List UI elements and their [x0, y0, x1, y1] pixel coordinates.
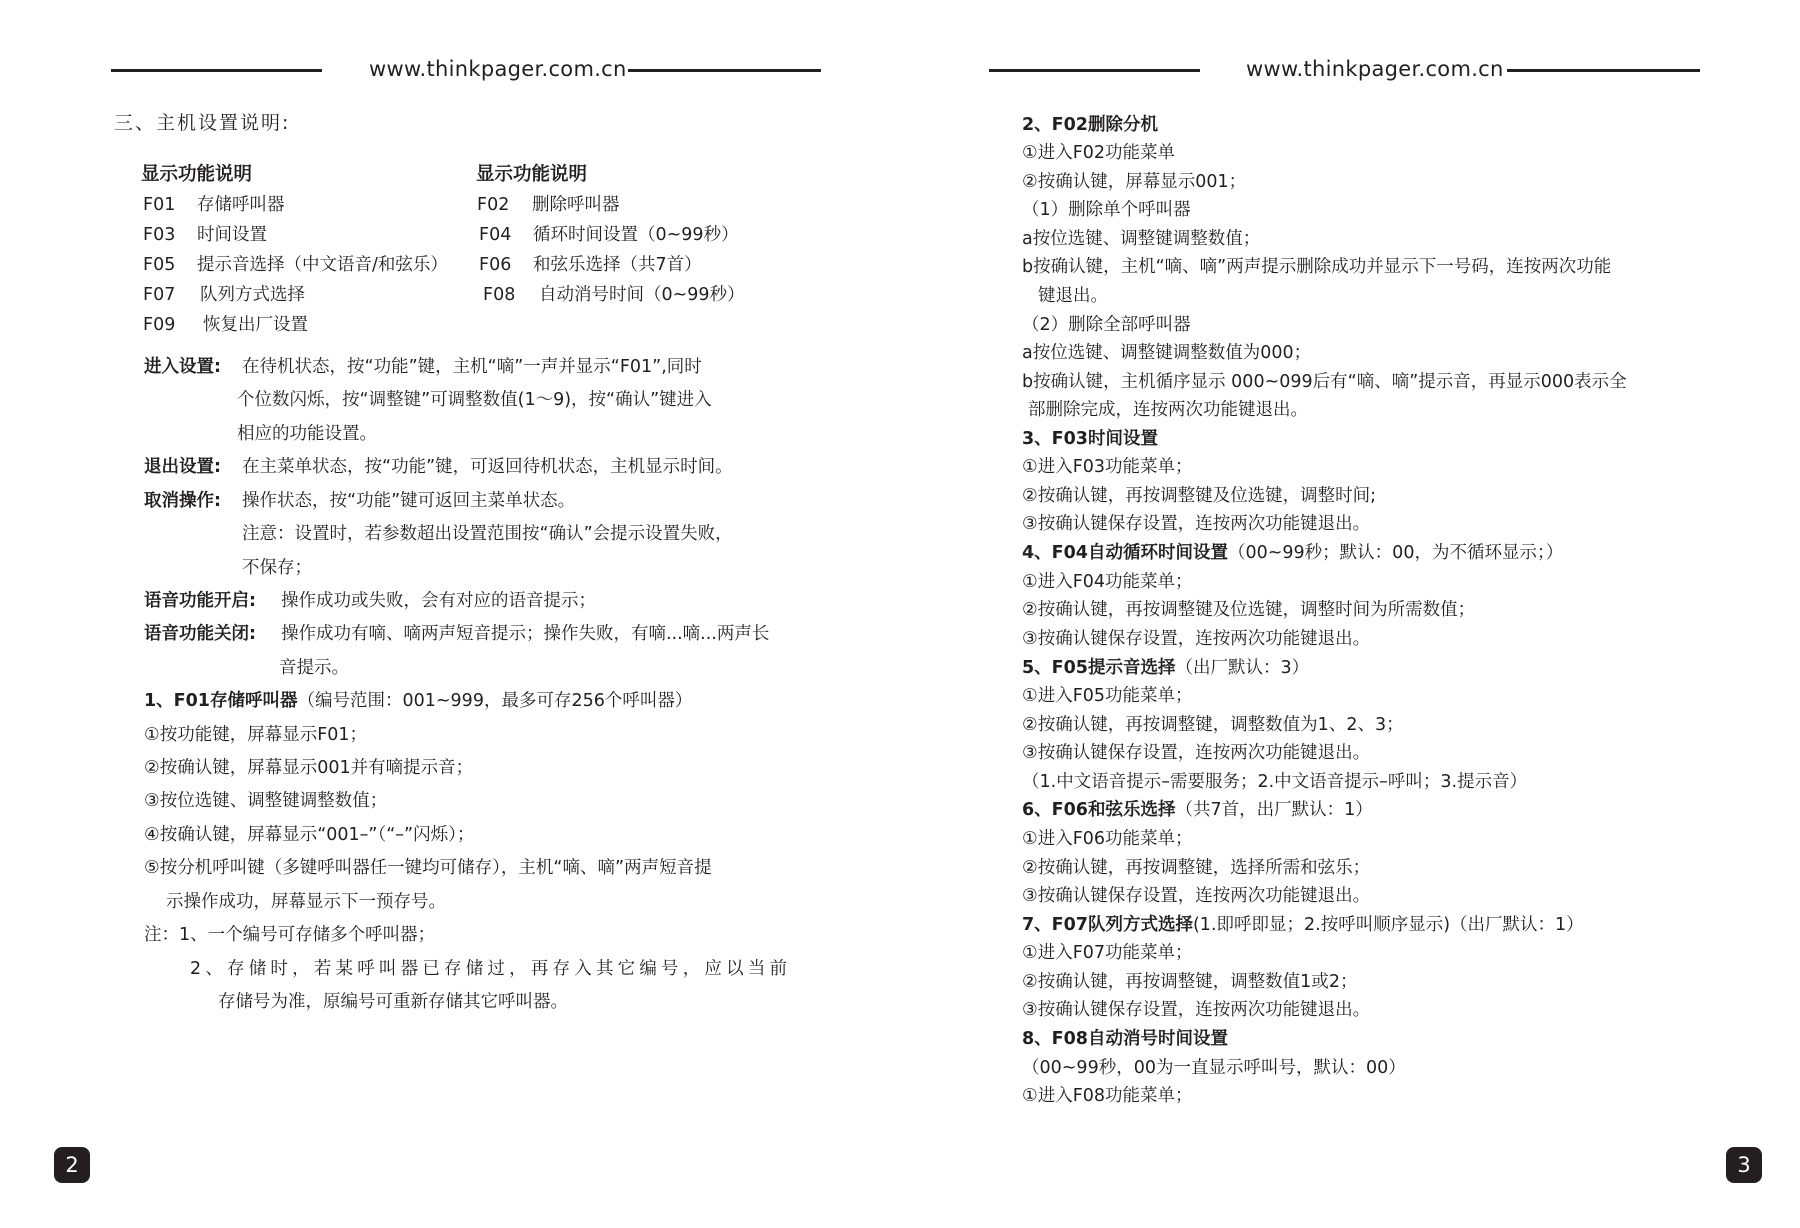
f08-line: （00~99秒，00为一直显示呼叫号，默认：00）	[1022, 1058, 1406, 1078]
header-url: www.thinkpager.com.cn	[369, 57, 627, 81]
table-code: F07	[143, 285, 176, 305]
table-desc: 队列方式选择	[200, 285, 305, 305]
f04-note: （00~99秒；默认：00，为不循环显示；）	[1227, 543, 1564, 563]
f04-line: ②按确认键，再按调整键及位选键，调整时间为所需数值；	[1022, 600, 1476, 620]
table-code: F04	[479, 225, 512, 245]
f01-step: ②按确认键，屏幕显示001并有嘀提示音；	[144, 758, 474, 778]
f07-line: ①进入F07功能菜单；	[1022, 943, 1193, 963]
header-rule-right	[1507, 69, 1700, 72]
f06-heading	[1022, 798, 1373, 822]
f02-line: a按位选键、调整键调整数值为000；	[1022, 343, 1312, 363]
table-code: F01	[143, 195, 176, 215]
voice-off-text: 音提示。	[279, 658, 349, 678]
table-code: F09	[143, 315, 176, 335]
table-desc: 存储呼叫器	[197, 195, 285, 215]
f04-line: ①进入F04功能菜单；	[1022, 572, 1193, 592]
f04-line: ③按确认键保存设置，连按两次功能键退出。	[1022, 629, 1371, 649]
f05-heading	[1022, 656, 1309, 680]
f07-title: 7、F07队列方式选择	[1022, 915, 1193, 935]
enter-settings-text: 在待机状态，按“功能”键，主机“嘀”一声并显示“F01”,同时	[242, 357, 702, 377]
enter-settings-text: 相应的功能设置。	[237, 424, 377, 444]
f01-step: ③按位选键、调整键调整数值；	[144, 791, 388, 811]
f05-line: ①进入F05功能菜单；	[1022, 686, 1193, 706]
f05-line: ③按确认键保存设置，连按两次功能键退出。	[1022, 743, 1371, 763]
f02-title: 2、F02删除分机	[1022, 115, 1158, 135]
table-desc: 删除呼叫器	[532, 195, 620, 215]
table-desc: 自动消号时间（0~99秒）	[539, 285, 745, 305]
header-rule-left	[111, 69, 322, 72]
header-url: www.thinkpager.com.cn	[1246, 57, 1504, 81]
f03-line: ③按确认键保存设置，连按两次功能键退出。	[1022, 514, 1371, 534]
cancel-text: 操作状态，按“功能”键可返回主菜单状态。	[242, 491, 576, 511]
f02-line: b按确认键，主机“嘀、嘀”两声提示删除成功并显示下一号码，连按两次功能	[1022, 257, 1612, 277]
f06-line: ③按确认键保存设置，连按两次功能键退出。	[1022, 886, 1371, 906]
f07-line: ②按确认键，再按调整键，调整数值1或2；	[1022, 972, 1358, 992]
f01-step: ④按确认键，屏幕显示“001–”（“–”闪烁）；	[144, 825, 475, 845]
header-rule-left	[989, 69, 1200, 72]
f07-heading	[1022, 913, 1584, 937]
f01-step: ⑤按分机呼叫键（多键呼叫器任一键均可储存），主机“嘀、嘀”两声短音提	[144, 858, 712, 878]
f06-note: （共7首，出厂默认：1）	[1175, 800, 1373, 820]
f03-title: 3、F03时间设置	[1022, 429, 1158, 449]
right-page	[900, 0, 1800, 1228]
table-code: F03	[143, 225, 176, 245]
f04-title: 4、F04自动循环时间设置	[1022, 543, 1228, 563]
table-code: F08	[483, 285, 516, 305]
section-title: 三、主机设置说明:	[114, 112, 291, 134]
f07-line: ③按确认键保存设置，连按两次功能键退出。	[1022, 1000, 1371, 1020]
table-code: F05	[143, 255, 176, 275]
f05-line: （1.中文语音提示–需要服务；2.中文语音提示–呼叫；3.提示音）	[1022, 772, 1528, 792]
cancel-label: 取消操作:	[144, 491, 221, 511]
exit-settings-label: 退出设置:	[144, 457, 221, 477]
f01-step: 示操作成功，屏幕显示下一预存号。	[166, 892, 446, 912]
f02-line: 部删除完成，连按两次功能键退出。	[1028, 400, 1308, 420]
f06-title: 6、F06和弦乐选择	[1022, 800, 1176, 820]
exit-settings-text: 在主菜单状态，按“功能”键，可返回待机状态，主机显示时间。	[242, 457, 733, 477]
page-number-left: 2	[54, 1147, 90, 1183]
f02-line: b按确认键，主机循序显示 000~099后有“嘀、嘀”提示音，再显示000表示全	[1022, 372, 1627, 392]
table-desc: 提示音选择（中文语音/和弦乐）	[197, 255, 448, 275]
f02-line: （2）删除全部呼叫器	[1022, 315, 1191, 335]
f06-line: ②按确认键，再按调整键，选择所需和弦乐；	[1022, 858, 1371, 878]
table-code: F06	[479, 255, 512, 275]
table-code: F02	[477, 195, 510, 215]
page-number-right: 3	[1726, 1147, 1762, 1183]
f01-note: （编号范围：001~999，最多可存256个呼叫器）	[297, 691, 693, 711]
f02-line: （1）删除单个呼叫器	[1022, 200, 1191, 220]
f03-line: ②按确认键，再按调整键及位选键，调整时间;	[1022, 486, 1377, 506]
f02-line: ①进入F02功能菜单	[1022, 143, 1176, 163]
table-header-left: 显示功能说明	[141, 164, 253, 185]
f04-heading	[1022, 541, 1563, 565]
table-desc: 和弦乐选择（共7首）	[533, 255, 702, 275]
header-rule-right	[628, 69, 821, 72]
table-desc: 循环时间设置（0~99秒）	[533, 225, 739, 245]
f05-title: 5、F05提示音选择	[1022, 658, 1176, 678]
enter-settings-label: 进入设置:	[144, 357, 221, 377]
f05-note: （出厂默认：3）	[1175, 658, 1310, 678]
cancel-note: 注意：设置时，若参数超出设置范围按“确认”会提示设置失败，	[242, 524, 733, 544]
cancel-note: 不保存；	[242, 558, 312, 578]
f01-notes: 存储号为准，原编号可重新存储其它呼叫器。	[218, 992, 568, 1012]
f02-line: a按位选键、调整键调整数值；	[1022, 229, 1261, 249]
f08-line: ①进入F08功能菜单；	[1022, 1086, 1193, 1106]
f01-notes: 注：1、一个编号可存储多个呼叫器；	[144, 925, 436, 945]
f01-title: 1、F01存储呼叫器	[144, 691, 298, 711]
f01-step: ①按功能键，屏幕显示F01；	[144, 725, 368, 745]
f01-heading	[144, 689, 692, 713]
voice-off-label: 语音功能关闭:	[144, 624, 256, 644]
f08-title: 8、F08自动消号时间设置	[1022, 1029, 1228, 1049]
f05-line: ②按确认键，再按调整键，调整数值为1、2、3；	[1022, 715, 1404, 735]
table-desc: 时间设置	[197, 225, 267, 245]
f01-notes: 2、存储时，若某呼叫器已存储过，再存入其它编号，应以当前	[190, 959, 792, 979]
f06-line: ①进入F06功能菜单；	[1022, 829, 1193, 849]
f02-line: 键退出。	[1038, 286, 1108, 306]
voice-on-label: 语音功能开启:	[144, 591, 256, 611]
table-desc: 恢复出厂设置	[203, 315, 308, 335]
voice-off-text: 操作成功有嘀、嘀两声短音提示；操作失败，有嘀...嘀...两声长	[281, 624, 770, 644]
f02-line: ②按确认键，屏幕显示001；	[1022, 172, 1247, 192]
voice-on-text: 操作成功或失败，会有对应的语音提示；	[281, 591, 596, 611]
f03-line: ①进入F03功能菜单；	[1022, 457, 1193, 477]
f07-note: (1.即呼即显；2.按呼叫顺序显示)（出厂默认：1）	[1192, 915, 1584, 935]
enter-settings-text: 个位数闪烁，按“调整键”可调整数值(1～9)，按“确认”键进入	[237, 390, 712, 410]
table-header-right: 显示功能说明	[476, 164, 588, 185]
